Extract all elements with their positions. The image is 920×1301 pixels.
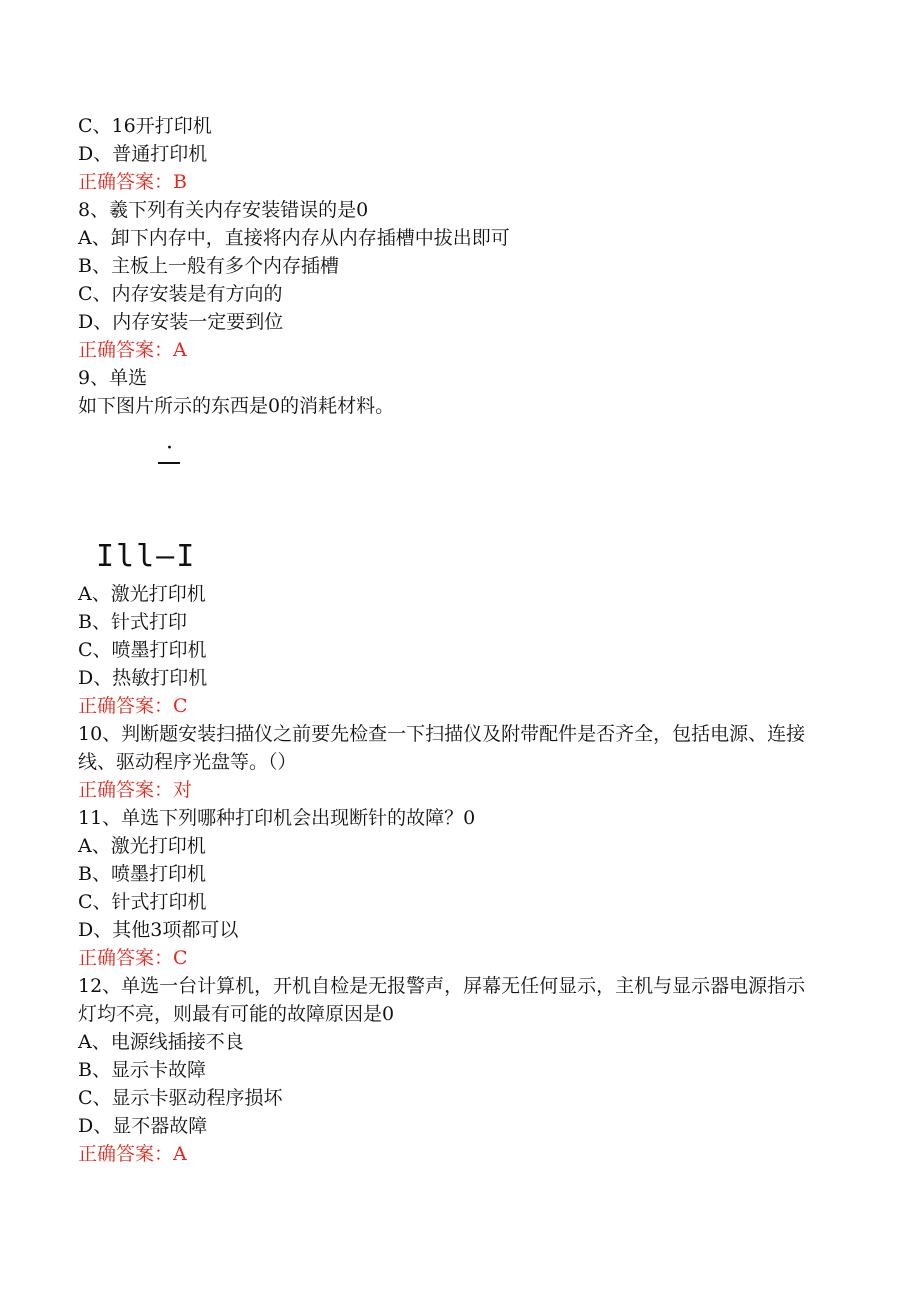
answer-label: 正确答案： xyxy=(78,695,174,717)
option-a: A、激光打印机 xyxy=(78,583,206,605)
option-d: D、其他3项都可以 xyxy=(78,919,239,941)
answer-line xyxy=(78,776,818,804)
option-b: B、显示卡故障 xyxy=(78,1059,206,1081)
option-b: B、主板上一般有多个内存插槽 xyxy=(78,255,339,277)
question-text: 如下图片所示的东西是0的消耗材料。 xyxy=(78,395,395,417)
answer-line xyxy=(78,944,818,972)
option-d: D、内存安装一定要到位 xyxy=(78,311,284,333)
question-stem: 10、判断题安装扫描仪之前要先检查一下扫描仪及附带配件是否齐全，包括电源、连接线、驱动程序光盘等。（） xyxy=(78,723,806,773)
question-stem: 9、单选 xyxy=(78,367,148,389)
option-c: C、喷墨打印机 xyxy=(78,639,207,661)
answer-label: 正确答案： xyxy=(78,339,174,361)
answer-value: A xyxy=(173,339,187,361)
answer-label: 正确答案： xyxy=(78,779,174,801)
answer-line xyxy=(78,336,818,364)
option-c: C、显示卡驱动程序损坏 xyxy=(78,1087,283,1109)
answer-label: 正确答案： xyxy=(78,1143,174,1165)
answer-line xyxy=(78,1140,818,1168)
consumable-figure xyxy=(78,420,818,580)
question-stem: 11、单选下列哪种打印机会出现断针的故障？0 xyxy=(78,807,476,829)
answer-line xyxy=(78,168,818,196)
answer-value: C xyxy=(173,695,188,717)
answer-value: B xyxy=(173,171,187,193)
option-a: A、激光打印机 xyxy=(78,835,206,857)
figure-dot: · xyxy=(166,436,173,461)
answer-value: 对 xyxy=(173,779,193,801)
option-a: A、卸下内存中，直接将内存从内存插槽中拔出即可 xyxy=(78,227,510,249)
option-d: D、显不器故障 xyxy=(78,1115,208,1137)
answer-label: 正确答案： xyxy=(78,171,174,193)
answer-value: A xyxy=(173,1143,187,1165)
figure-glyphs: Ill—I xyxy=(96,539,197,574)
option-b: B、针式打印 xyxy=(78,611,187,633)
question-stem: 8、羲下列有关内存安装错误的是0 xyxy=(78,199,369,221)
option-a: A、电源线插接不良 xyxy=(78,1031,244,1053)
option-d: D、热敏打印机 xyxy=(78,667,208,689)
option-c: C、16开打印机 xyxy=(78,115,212,137)
figure-rule xyxy=(158,462,180,464)
answer-label: 正确答案： xyxy=(78,947,174,969)
question-stem: 12、单选一台计算机，开机自检是无报警声，屏幕无任何显示，主机与显示器电源指示灯均不亮，则最有可能的故障原因是0 xyxy=(78,975,806,1025)
answer-value: C xyxy=(173,947,188,969)
option-c: C、针式打印机 xyxy=(78,891,207,913)
option-c: C、内存安装是有方向的 xyxy=(78,283,283,305)
option-d: D、普通打印机 xyxy=(78,143,208,165)
answer-line xyxy=(78,692,818,720)
option-b: B、喷墨打印机 xyxy=(78,863,206,885)
document-page xyxy=(78,112,818,1168)
